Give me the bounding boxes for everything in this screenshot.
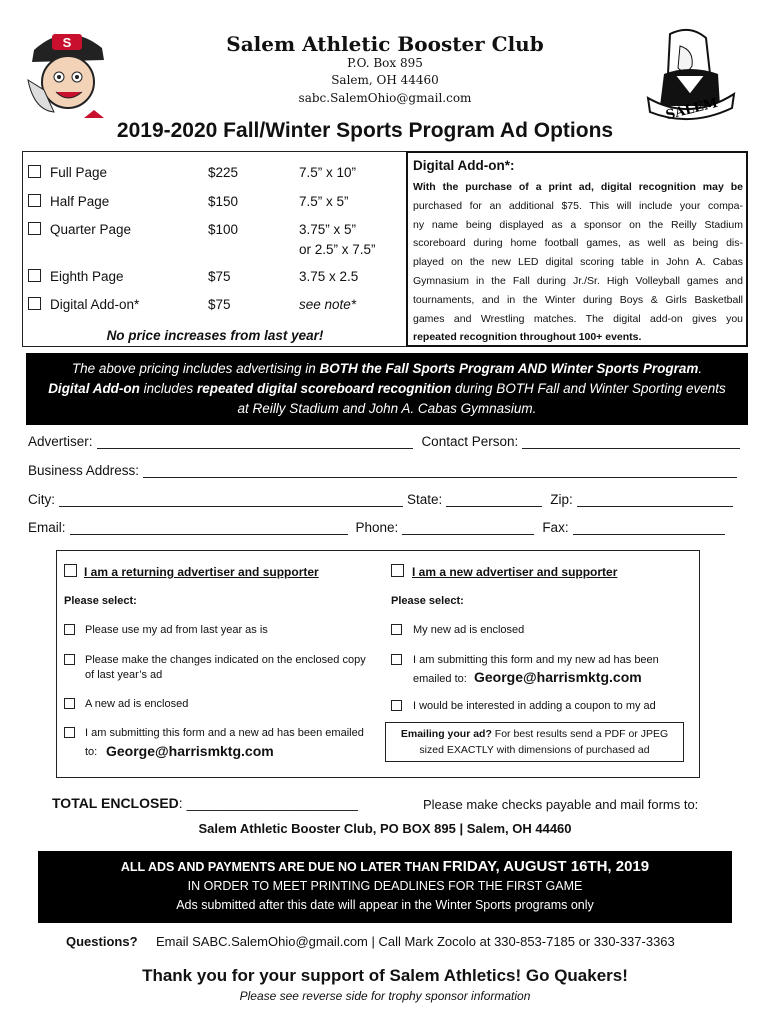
mailing-address: Salem Athletic Booster Club, PO BOX 895 | Salem, OH 44460	[198, 821, 572, 836]
digital-line-6: Gymnasium in the Fall during Jr./Sr. High Volleyball games and	[413, 274, 743, 287]
phone-field[interactable]	[402, 523, 534, 535]
coupon-label: I would be interested in adding a coupon to my ad	[413, 700, 656, 712]
state-label: State:	[407, 492, 443, 507]
submitted-emailed-label: I am submitting this form and a new ad has been emailed	[85, 727, 364, 739]
pricing-banner	[26, 353, 748, 425]
left-email-address: George@harrismktg.com	[106, 743, 274, 759]
email-ad-note-box	[385, 722, 684, 762]
eighth-page-label: Eighth Page	[50, 269, 124, 284]
use-last-year-ad-checkbox[interactable]	[64, 624, 75, 635]
submitted-emailed-to: to:	[85, 746, 98, 758]
quarter-page-checkbox[interactable]	[28, 222, 41, 235]
eighth-page-checkbox[interactable]	[28, 269, 41, 282]
banner-line-2: Digital Add-on includes repeated digital scoreboard recognition during BOTH Fall and Winter Sporting events	[48, 381, 726, 396]
city-state: Salem, OH 44460	[331, 73, 439, 87]
new-ad-emailed-to: emailed to:	[413, 673, 467, 685]
digital-addon-size: see note*	[299, 297, 357, 312]
half-page-checkbox[interactable]	[28, 194, 41, 207]
digital-addon-description	[413, 178, 743, 347]
digital-line-7: tournaments, and in the Winter during Boys & Girls Basketball	[413, 293, 743, 306]
zip-field[interactable]	[577, 495, 733, 507]
coupon-checkbox[interactable]	[391, 700, 402, 711]
pricing-row-eighth-page	[28, 269, 408, 287]
digital-line-2: purchased for an additional $75. This will include your compa-	[413, 199, 743, 212]
email-row	[28, 520, 740, 535]
right-please-select: Please select:	[391, 595, 464, 607]
new-ad-emailed-checkbox[interactable]	[391, 654, 402, 665]
make-changes-label-2: of last year’s ad	[85, 669, 163, 681]
digital-line-3: ny name being displayed as a sponsor on the Reilly Stadium	[413, 218, 743, 231]
pricing-row-digital-addon	[28, 297, 408, 315]
contact-person-label: Contact Person:	[421, 434, 519, 449]
city-field[interactable]	[59, 495, 403, 507]
email-label: Email:	[28, 520, 66, 535]
returning-advertiser-checkbox[interactable]	[64, 564, 77, 577]
po-box: P.O. Box 895	[347, 56, 423, 70]
digital-line-1: With the purchase of a print ad, digital recognition may be	[413, 181, 743, 193]
new-ad-enclosed-label: A new ad is enclosed	[85, 698, 189, 710]
deadline-banner	[38, 851, 732, 923]
total-enclosed-label: TOTAL ENCLOSED	[52, 795, 179, 811]
full-page-price: $225	[208, 165, 239, 180]
submitted-emailed-checkbox[interactable]	[64, 727, 75, 738]
email-ad-note-line-1: Emailing your ad? For best results send a PDF or JPEG	[400, 728, 669, 740]
full-page-checkbox[interactable]	[28, 165, 41, 178]
quarter-page-price: $100	[208, 222, 239, 237]
state-field[interactable]	[446, 495, 542, 507]
quarter-page-size: 3.75” x 5”	[299, 222, 357, 237]
logo-right-text: SALEM	[664, 95, 720, 122]
business-address-row	[28, 463, 740, 478]
digital-addon-label: Digital Add-on*	[50, 297, 140, 312]
make-changes-label: Please make the changes indicated on the enclosed copy	[85, 654, 366, 666]
business-address-field[interactable]	[143, 466, 737, 478]
advertiser-field[interactable]	[97, 437, 414, 449]
reverse-side-note: Please see reverse side for trophy sponsor information	[239, 989, 531, 1003]
right-email-address: George@harrismktg.com	[474, 669, 642, 685]
email-ad-note-line-2: sized EXACTLY with dimensions of purchased ad	[419, 744, 650, 756]
advertiser-label: Advertiser:	[28, 434, 93, 449]
payable-instructions: Please make checks payable and mail forms to:	[423, 797, 699, 812]
use-last-year-ad-label: Please use my ad from last year as is	[85, 624, 268, 636]
digital-line-5: played on the new LED digital scoring table in John A. Cabas	[413, 256, 743, 269]
price-note: No price increases from last year!	[106, 328, 324, 343]
eighth-page-size: 3.75 x 2.5	[299, 269, 359, 284]
phone-label: Phone:	[355, 520, 399, 535]
city-label: City:	[28, 492, 55, 507]
quarter-page-size-alt: or 2.5” x 7.5”	[299, 242, 376, 257]
digital-line-8: games and Wrestling matches. The digital add-on gives you	[413, 312, 743, 325]
digital-addon-checkbox[interactable]	[28, 297, 41, 310]
questions-label: Questions?	[66, 934, 138, 949]
full-page-label: Full Page	[50, 165, 108, 180]
deadline-line-2: IN ORDER TO MEET PRINTING DEADLINES FOR THE FIRST GAME	[187, 879, 583, 893]
deadline-line-1: ALL ADS AND PAYMENTS ARE DUE NO LATER THAN FRIDAY, AUGUST 16TH, 2019	[120, 858, 650, 875]
full-page-size: 7.5” x 10”	[299, 165, 357, 180]
pricing-row-quarter-page	[28, 222, 408, 262]
left-please-select: Please select:	[64, 595, 137, 607]
new-ad-enclosed-right-label: My new ad is enclosed	[413, 624, 525, 636]
quarter-page-label: Quarter Page	[50, 222, 132, 237]
new-ad-enclosed-checkbox[interactable]	[64, 698, 75, 709]
fax-label: Fax:	[542, 520, 569, 535]
fax-field[interactable]	[573, 523, 725, 535]
half-page-price: $150	[208, 194, 239, 209]
half-page-size: 7.5” x 5”	[299, 194, 349, 209]
city-row	[28, 492, 740, 507]
new-ad-emailed-label: I am submitting this form and my new ad has been	[413, 654, 659, 666]
new-advertiser-title: I am a new advertiser and supporter	[412, 565, 618, 579]
email-field[interactable]	[70, 523, 348, 535]
svg-text:S: S	[62, 35, 72, 50]
digital-line-4: scoreboard during home football games, as well as being dis-	[413, 237, 743, 250]
total-enclosed	[52, 795, 358, 811]
make-changes-checkbox[interactable]	[64, 654, 75, 665]
eighth-page-price: $75	[208, 269, 231, 284]
banner-line-1: The above pricing includes advertising in BOTH the Fall Sports Program AND Winter Sports Program.	[71, 361, 703, 376]
pricing-row-full-page	[28, 165, 408, 183]
advertiser-row	[28, 434, 740, 449]
pricing-row-half-page	[28, 194, 408, 212]
contact-person-field[interactable]	[522, 437, 740, 449]
banner-line-3: at Reilly Stadium and John A. Cabas Gymnasium.	[237, 401, 537, 416]
half-page-label: Half Page	[50, 194, 110, 209]
deadline-line-3: Ads submitted after this date will appear in the Winter Sports programs only	[176, 898, 594, 912]
quaker-logo-right	[640, 24, 740, 122]
header-email: sabc.SalemOhio@gmail.com	[298, 91, 472, 105]
zip-label: Zip:	[550, 492, 573, 507]
business-address-label: Business Address:	[28, 463, 140, 478]
new-advertiser-checkbox[interactable]	[391, 564, 404, 577]
page-title: 2019-2020 Fall/Winter Sports Program Ad Options	[116, 119, 614, 142]
questions-contact: Email SABC.SalemOhio@gmail.com | Call Mark Zocolo at 330-853-7185 or 330-337-3363	[156, 934, 675, 949]
digital-addon-price: $75	[208, 297, 231, 312]
digital-line-9: repeated recognition throughout 100+ events.	[413, 331, 642, 344]
digital-addon-heading: Digital Add-on*:	[413, 158, 515, 173]
club-name: Salem Athletic Booster Club	[226, 32, 544, 56]
returning-advertiser-title: I am a returning advertiser and supporter	[84, 565, 319, 579]
new-ad-enclosed-right-checkbox[interactable]	[391, 624, 402, 635]
thank-you: Thank you for your support of Salem Athletics! Go Quakers!	[142, 966, 628, 985]
total-enclosed-field[interactable]: : ______________________	[178, 795, 358, 811]
